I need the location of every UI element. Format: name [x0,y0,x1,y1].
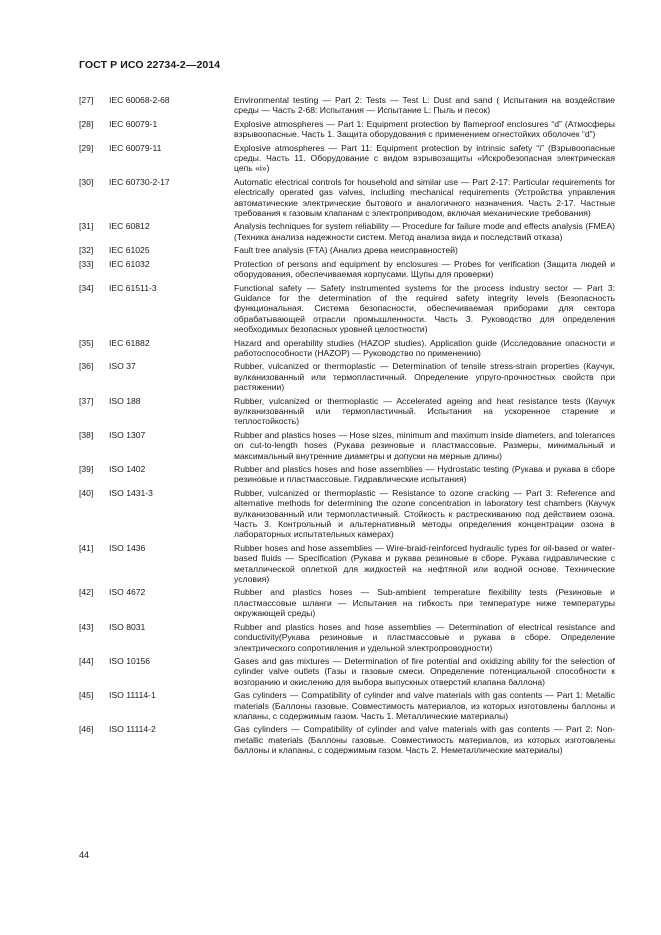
reference-code: ISO 4672 [109,587,146,598]
reference-number: [43] [79,621,94,632]
reference-number: [35] [79,337,94,348]
reference-number: [34] [79,282,94,293]
reference-entry [79,259,615,280]
reference-code: IEC 61882 [109,337,150,348]
reference-text: Rubber, vulcanized or thermoplastic — Accelerated ageing and heat resistance tests (Каучук вулканизованный или термопластичный. Испытания на ускоренное старение и теплостойкость) [234,395,615,427]
reference-entry [79,143,615,174]
reference-entry [79,361,615,392]
reference-text: Analysis techniques for system reliability — Procedure for failure mode and effects analysis (FMEA) (Техника анализа надежности систем. Метод анализа вида и последствий отказа) [234,221,615,242]
reference-entry [79,656,615,687]
reference-text: Environmental testing — Part 2: Tests — Test L: Dust and sand ( Испытания на воздействие среды — Часть 2-68: Испытания — Испытание L: Пыль и песок) [234,95,615,116]
reference-code: ISO 11114-2 [109,724,156,735]
reference-code: ISO 8031 [109,621,146,632]
reference-entry [79,245,615,255]
reference-number: [45] [79,690,94,701]
reference-code: ISO 1436 [109,542,146,553]
reference-number: [39] [79,464,94,474]
reference-number: [32] [79,245,94,256]
reference-entry [79,119,615,140]
reference-text: Rubber, vulcanized or thermoplastic — Resistance to ozone cracking — Part 3: Reference and alternative methods for determining the ozone concentration in laboratory test chambers (Каучук вулканизованный или термопластичный. Стойкость к растрескиванию под действием озона. Часть 3. Контрольный и альтернативный методы определения концентрации озона в лабораторных испытательных камерах) [234,487,615,540]
reference-text: Explosive atmospheres — Part 11: Equipment protection by intrinsic safety “i” (Взрывоопасные среды. Часть 11. Оборудование с видом взрывозащиты «Искробезопасная электрическая цепь «i») [234,142,615,174]
reference-code: ISO 188 [109,395,141,406]
reference-code: ISO 1402 [109,464,146,474]
reference-code: IEC 61511-3 [109,282,157,293]
reference-code: ISO 37 [109,361,136,372]
reference-entry [79,338,615,359]
reference-entry [79,221,615,242]
reference-number: [46] [79,724,94,735]
reference-code: ISO 1431-3 [109,487,153,498]
reference-code: IEC 60730-2-17 [109,176,170,187]
reference-text: Rubber hoses and hose assemblies — Wire-braid-reinforced hydraulic types for oil-based or water-based fluids — Specification (Рукава и рукава резиновые в сборе. Рукава гидравлические с металлической оплеткой для жидкостей на нефтяной или водной основе. Технические условия) [234,542,615,585]
reference-entry [79,283,615,335]
reference-number: [27] [79,95,94,105]
reference-number: [29] [79,142,94,153]
reference-entry [79,396,615,427]
reference-code: IEC 60079-1 [109,118,158,129]
reference-entry [79,464,615,485]
reference-number: [28] [79,118,94,129]
reference-code: ISO 10156 [109,655,151,666]
reference-entry [79,543,615,585]
reference-code: IEC 60812 [109,221,150,232]
reference-number: [37] [79,395,94,406]
reference-text: Gases and gas mixtures — Determination of fire potential and oxidizing ability for the selection of cylinder valve outlets (Газы и газовые смеси. Определение потенциальной способности к возгоранию и окислению для выбора выпускных отверстий клапана баллона) [234,655,615,687]
reference-text: Rubber, vulcanized or thermoplastic — Determination of tensile stress-strain properties (Каучук, вулканизованный или термопластичный. Определение упруго-прочностных свойств при растяжении) [234,361,615,393]
reference-text: Hazard and operability studies (HAZOP studies). Application guide (Исследование опасности и работоспособности (HAZOP) — Руководство по применению) [234,337,615,358]
reference-code: IEC 60068-2-68 [109,95,170,105]
reference-number: [30] [79,176,94,187]
reference-code: ISO 11114-1 [109,690,156,701]
reference-number: [38] [79,429,94,440]
reference-code: IEC 61032 [109,258,150,269]
reference-text: Rubber and plastics hoses and hose assemblies — Hydrostatic testing (Рукава и рукава в сборе резиновые и пластмассовые. Гидравлические испытания) [234,464,615,485]
reference-entry [79,622,615,653]
reference-entry [79,724,615,755]
reference-list [79,95,615,759]
reference-text: Fault tree analysis (FTA) (Анализ древа неисправностей) [234,245,458,256]
reference-code: IEC 60079-11 [109,142,162,153]
reference-text: Explosive atmospheres — Part 1: Equipment protection by flameproof enclosures “d” (Атмосферы взрывоопасные. Часть 1. Защита оборудования с применением огнестойких оболочек “d”) [234,118,615,140]
reference-text: Gas cylinders — Compatibility of cylinder and valve materials with gas contents — Part 1: Metallic materials (Баллоны газовые. Совместимость материалов, из которых изготовлены баллоны и клапаны, с содержимым газом. Часть 1. Металлические материалы) [234,690,615,721]
reference-text: Rubber and plastics hoses — Hose sizes, minimum and maximum inside diameters, and tolerances on cut-to-length hoses (Рукава резиновые и пластмассовые. Размеры, минимальный и максимальный внутренние диаметры и допуски на мерные длины) [234,429,615,461]
reference-text: Rubber and plastics hoses and hose assemblies — Determination of electrical resistance and conductivity(Рукава резиновые и пластмассовые и рукава в сборе. Определение электрического сопротивления и удельной электропроводности) [234,621,615,653]
reference-text: Functional safety — Safety instrumented systems for the process industry sector — Part 3: Guidance for the determination of the required safety integrity levels (Безопасность функциональная. Система безопасности, обеспечиваемая приборами для сектора обрабатывающей отрасли промышленности. Часть 3. Руководство для определения необходимых безопасных уровней целостности) [234,282,615,335]
reference-code: IEC 61025 [109,245,150,256]
reference-entry [79,488,615,540]
reference-entry [79,587,615,618]
reference-number: [31] [79,221,94,232]
reference-number: [36] [79,361,94,372]
page-header: ГОСТ Р ИСО 22734-2—2014 [79,59,221,71]
reference-text: Rubber and plastics hoses — Sub-ambient temperature flexibility tests (Резиновые и пластмассовые шланги — Испытания на гибкость при температуре ниже температуры окружающей среды) [234,587,615,619]
reference-code: ISO 1307 [109,429,146,440]
reference-number: [41] [79,542,94,553]
reference-number: [33] [79,258,94,269]
reference-entry [79,177,615,219]
page-number: 44 [79,850,90,860]
reference-text: Protection of persons and equipment by enclosures — Probes for verification (Защита людей и оборудования, обеспечиваемая корпусами. Щупы для проверки) [234,258,615,280]
reference-number: [42] [79,587,94,598]
reference-text: Gas cylinders — Compatibility of cylinder and valve materials with gas contents — Part 2: Non-metallic materials (Баллоны газовые. Совместимость материалов, из которых изготовлены баллоны и клапаны, с содержимым газом. Часть 2. Неметаллические материалы) [234,724,615,756]
reference-number: [40] [79,487,94,498]
reference-entry [79,430,615,461]
reference-text: Automatic electrical controls for household and similar use — Part 2-17: Particular requirements for electrically operated gas valves, including mechanical requirements (Устройства управления автоматические электрические бытового и аналогичного назначения. Часть 2-17. Частные требования к газовым клапанам с электроприводом, включая механические требования) [234,176,615,219]
reference-entry [79,95,615,116]
reference-number: [44] [79,655,94,666]
reference-entry [79,690,615,721]
